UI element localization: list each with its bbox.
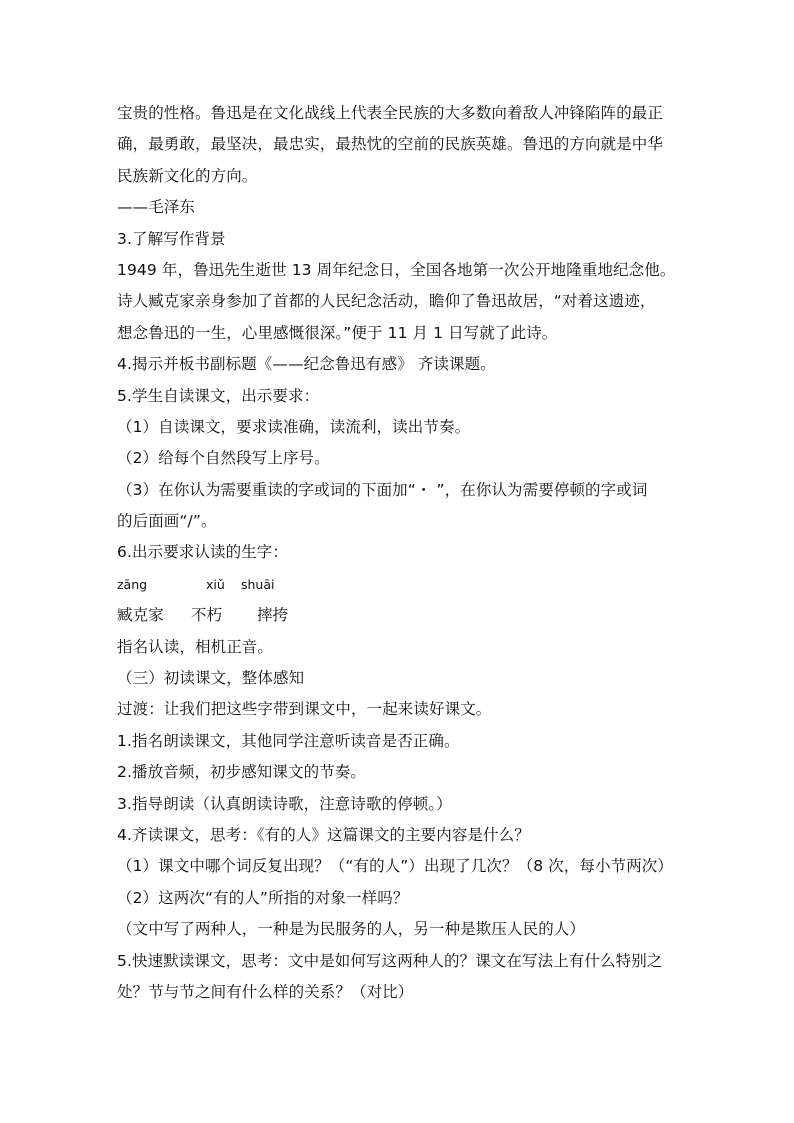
pinyin-zang: zāng (117, 576, 148, 592)
list-item: （2）给每个自然段写上序号。 (117, 449, 330, 468)
paragraph-line: 诗人臧克家亲身参加了首都的人民纪念活动，瞻仰了鲁迅故居，“对着这遗迹， (117, 292, 656, 311)
paragraph-line: 确，最勇敢，最坚决，最忠实，最热忱的空前的民族英雄。鲁迅的方向就是中华 (117, 135, 664, 154)
paragraph-line: 想念鲁迅的一生，心里感慨很深。”便于 11 月 1 日写就了此诗。 (117, 323, 558, 342)
paragraph-line: 过渡：让我们把这些字带到课文中，一起来读好课文。 (117, 700, 492, 719)
paragraph-line: 的后面画“/”。 (117, 512, 217, 531)
list-item: （1）自读课文，要求读准确，读流利，读出节奏。 (117, 417, 471, 436)
section-heading: 6.出示要求认读的生字： (117, 543, 288, 562)
section-heading: 3.了解写作背景 (117, 229, 226, 248)
quote-attribution: ——毛泽东 (117, 198, 196, 217)
section-heading: 4.揭示并板书副标题《——纪念鲁迅有感》 齐读课题。 (117, 355, 496, 374)
paragraph-line: 民族新文化的方向。 (117, 166, 258, 185)
paragraph-line: 处？节与节之间有什么样的关系？（对比） (117, 982, 414, 1001)
list-item: 4.齐读课文，思考：《有的人》这篇课文的主要内容是什么？ (117, 825, 530, 844)
paragraph-line: 1949 年，鲁迅先生逝世 13 周年纪念日，全国各地第一次公开地隆重地纪念他。 (117, 260, 676, 279)
list-item: （2）这两次“有的人”所指的对象一样吗？ (117, 888, 409, 907)
pinyin-xiu: xiǔ (206, 576, 225, 592)
vocabulary-row (117, 600, 683, 631)
section-heading: 5.学生自读课文，出示要求： (117, 386, 320, 405)
document-body (117, 98, 683, 1008)
list-item: 3.指导朗读（认真朗读诗歌，注意诗歌的停顿。） (117, 794, 452, 813)
list-item: （3）在你认为需要重读的字或词的下面加“・ ”，在你认为需要停顿的字或词 (117, 480, 648, 499)
vocab-word: 臧克家 (117, 606, 164, 625)
list-item: 1.指名朗读课文，其他同学注意听读音是否正确。 (117, 731, 460, 750)
list-item: 2.播放音频，初步感知课文的节奏。 (117, 763, 366, 782)
vocab-word: 不朽 (191, 606, 223, 625)
list-item: 5.快速默读课文，思考：文中是如何写这两种人的？课文在写法上有什么特别之 (117, 951, 663, 970)
pinyin-shuai: shuāi (241, 576, 275, 592)
section-heading: （三）初读课文，整体感知 (117, 669, 305, 688)
paragraph-line: 指名认读，相机正音。 (117, 637, 274, 656)
paragraph-line: 宝贵的性格。鲁迅是在文化战线上代表全民族的大多数向着敌人冲锋陷阵的最正 (117, 104, 664, 122)
list-item: （1）课文中哪个词反复出现？（“有的人”）出现了几次？（8 次，每小节两次） (117, 857, 674, 876)
pinyin-row (117, 569, 683, 600)
vocab-word: 摔挎 (257, 606, 289, 625)
paragraph-line: （文中写了两种人，一种是为民服务的人，另一种是欺压人民的人） (117, 920, 586, 939)
